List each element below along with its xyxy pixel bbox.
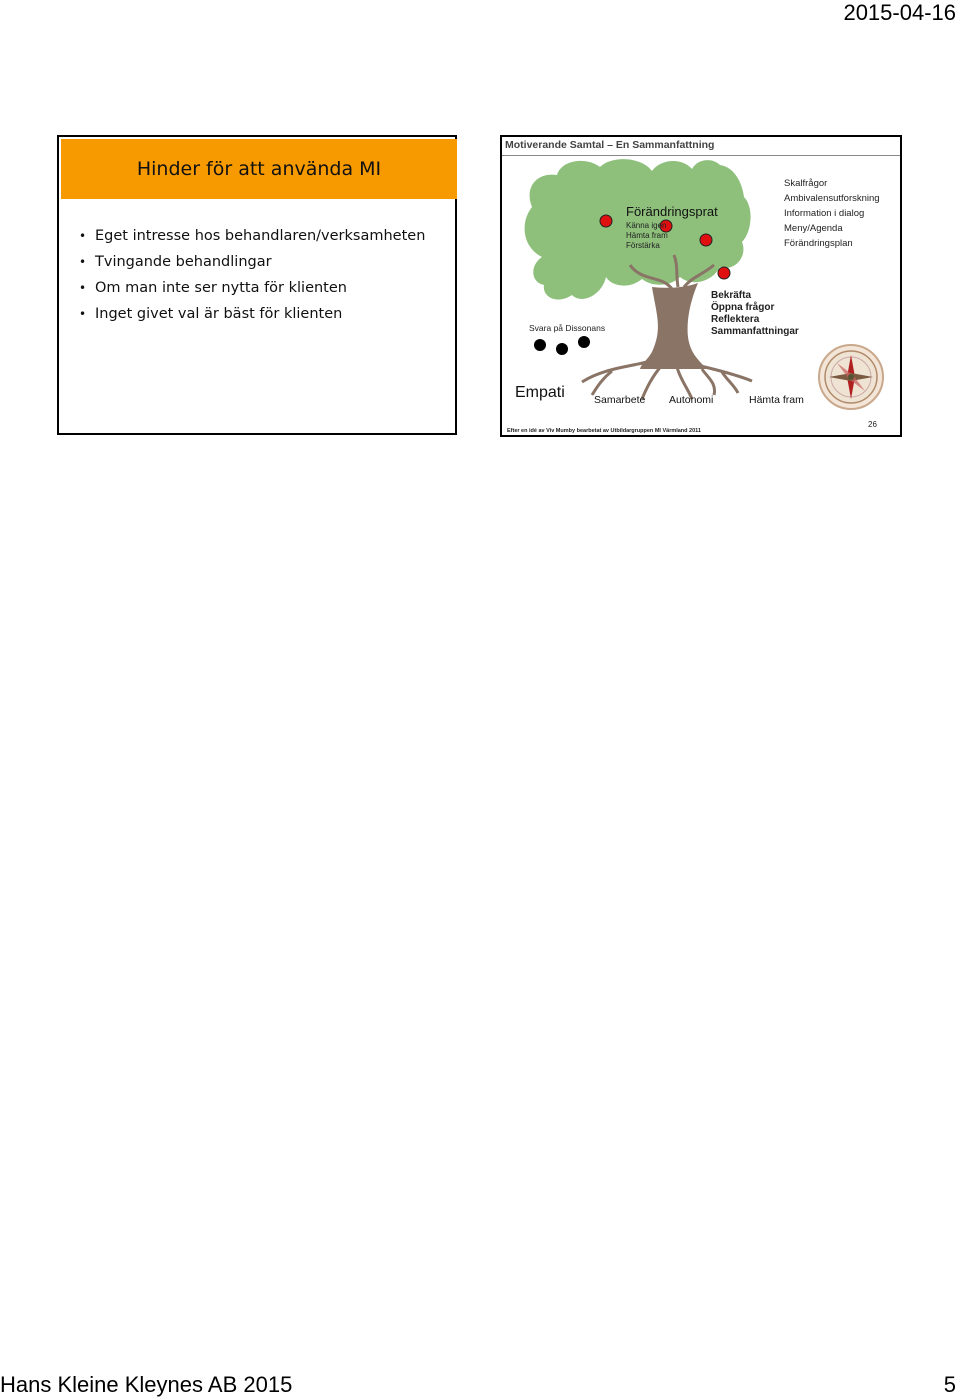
bullet-icon: • <box>79 229 87 243</box>
bullet-text: Om man inte ser nytta för klienten <box>95 280 347 296</box>
fruit-icon <box>718 267 730 279</box>
oars-list <box>711 290 799 338</box>
slide-title-bar <box>61 139 457 199</box>
bullet-item <box>79 249 425 275</box>
technique-item: Skalfrågor <box>784 178 828 189</box>
dissonance-dot-icon <box>556 343 568 355</box>
forandringsprat-title: Förändringsprat <box>626 204 718 219</box>
dissonance-dot-icon <box>534 339 546 351</box>
tree-trunk <box>640 283 707 369</box>
page-number: 5 <box>943 1372 956 1397</box>
technique-item: Meny/Agenda <box>784 223 843 234</box>
slide-header: Motiverande Samtal – En Sammanfattning <box>505 139 715 151</box>
oars-item: Öppna frågor <box>711 302 775 313</box>
root-empati: Empati <box>515 384 565 401</box>
bullet-text: Tvingande behandlingar <box>95 254 272 270</box>
oars-item: Bekräfta <box>711 290 752 301</box>
forandringsprat-item: Hämta fram <box>626 231 668 240</box>
oars-item: Reflektera <box>711 314 760 325</box>
compass-icon <box>819 345 883 409</box>
fruit-icon <box>700 234 712 246</box>
bullet-text: Inget givet val är bäst för klienten <box>95 306 343 322</box>
root-samarbete: Samarbete <box>594 394 646 406</box>
bullet-icon: • <box>79 255 87 269</box>
fruit-icon <box>600 215 612 227</box>
slide-motiverande-samtal <box>500 135 902 437</box>
bullet-list <box>79 223 425 327</box>
page-date: 2015-04-16 <box>843 0 956 25</box>
root-autonomi: Autonomi <box>669 394 714 406</box>
page-footer-author: Hans Kleine Kleynes AB 2015 <box>0 1372 293 1397</box>
root-hamta-fram: Hämta fram <box>749 394 804 406</box>
technique-item: Förändringsplan <box>784 238 853 249</box>
slide-number: 26 <box>868 420 877 429</box>
bullet-item <box>79 301 425 327</box>
bullet-item <box>79 275 425 301</box>
credit-line: Efter en idé av Viv Mumby bearbetat av Utbildargruppen MI Värmland 2011 <box>507 428 701 434</box>
technique-list <box>784 176 880 251</box>
bullet-icon: • <box>79 307 87 321</box>
forandringsprat-item: Känna igen <box>626 221 667 230</box>
bullet-text: Eget intresse hos behandlaren/verksamheten <box>95 228 426 244</box>
dissonance-label: Svara på Dissonans <box>529 323 606 333</box>
dissonance-dot-icon <box>578 336 590 348</box>
slide-title: Hinder för att använda MI <box>136 158 382 180</box>
forandringsprat-item: Förstärka <box>626 241 660 250</box>
slide-hinder <box>57 135 457 435</box>
technique-item: Information i dialog <box>784 208 865 219</box>
oars-item: Sammanfattningar <box>711 326 799 337</box>
bullet-icon: • <box>79 281 87 295</box>
technique-item: Ambivalensutforskning <box>784 193 880 204</box>
bullet-item <box>79 223 425 249</box>
